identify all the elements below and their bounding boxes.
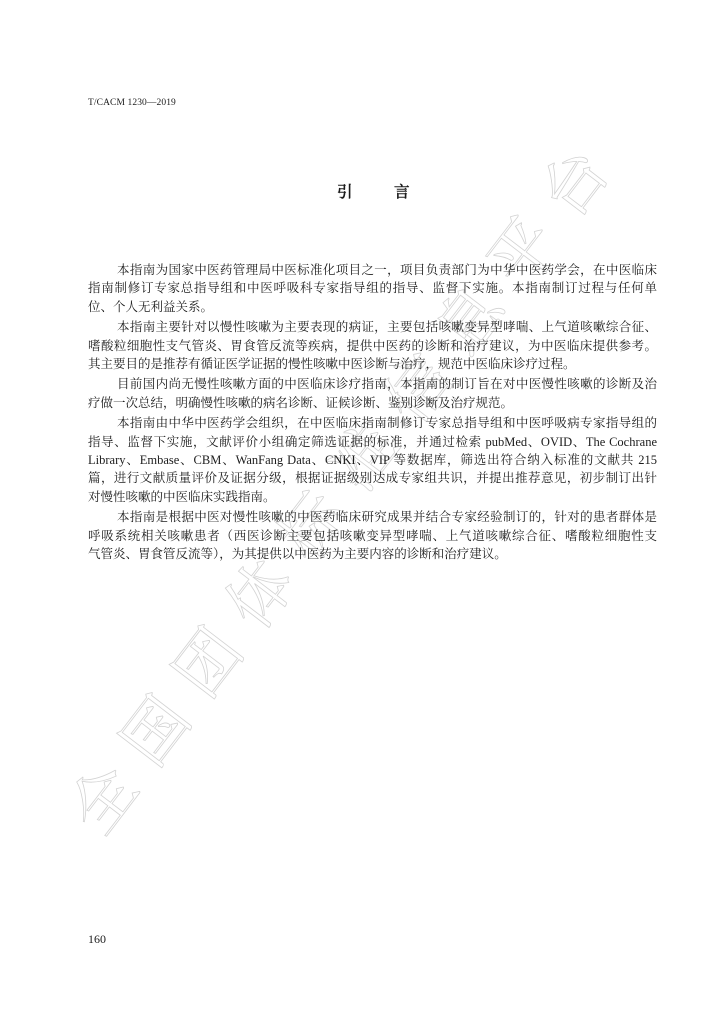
text-line: 本指南是根据中医对慢性咳嗽的中医药临床研究成果并结合专家经验制订的，针对的患者群体是 (117, 510, 657, 525)
text-line: 呼吸系统相关咳嗽患者（西医诊断主要包括咳嗽变异型哮喘、上气道咳嗽综合征、嗜酸粒细胞性支 (88, 528, 657, 543)
paragraph-3 (88, 375, 657, 412)
text-line: 指南制修订专家总指导组和中医呼吸科专家指导组的指导、监督下实施。本指南制订过程与任何单 (88, 281, 657, 296)
document-number: T/CACM 1230—2019 (88, 98, 176, 108)
text-line: 篇，进行文献质量评价及证据分级，根据证据级别达成专家组共识，并提出推荐意见，初步制订出针 (88, 471, 657, 486)
page-number: 160 (88, 932, 106, 946)
paragraph-2 (88, 318, 657, 373)
body-text (88, 261, 657, 566)
paragraph-1 (88, 261, 657, 316)
paragraph-4 (88, 414, 657, 506)
watermark-text: 全国团体标准信息平台 (55, 135, 625, 849)
text-line: 目前国内尚无慢性咳嗽方面的中医临床诊疗指南，本指南的制订旨在对中医慢性咳嗽的诊断及治 (117, 377, 657, 392)
text-line: 其主要目的是推荐有循证医学证据的慢性咳嗽中医诊断与治疗，规范中医临床诊疗过程。 (88, 357, 576, 372)
text-line: 本指南为国家中医药管理局中医标准化项目之一，项目负责部门为中华中医药学会，在中医临床 (117, 263, 657, 277)
text-line: 本指南主要针对以慢性咳嗽为主要表现的病证，主要包括咳嗽变异型哮喘、上气道咳嗽综合征、 (117, 320, 657, 335)
text-line: 指导、监督下实施，文献评价小组确定筛选证据的标准，并通过检索 pubMed、OVID、The Cochrane (88, 434, 657, 449)
text-line: 对慢性咳嗽的中医临床实践指南。 (88, 489, 276, 504)
section-title: 引 言 (337, 184, 423, 201)
text-line: 疗做一次总结，明确慢性咳嗽的病名诊断、证候诊断、鉴别诊断及治疗规范。 (88, 395, 514, 410)
text-line: 嗜酸粒细胞性支气管炎、胃食管反流等疾病，提供中医药的诊断和治疗建议，为中医临床提供参考。 (88, 338, 657, 353)
text-line: Library、Embase、CBM、WanFang Data、CNKI、VIP 等数据库，筛选出符合纳入标准的文献共 215 (88, 453, 657, 468)
text-line: 本指南由中华中医药学会组织，在中医临床指南制修订专家总指导组和中医呼吸病专家指导组的 (117, 416, 657, 431)
text-line: 气管炎、胃食管反流等），为其提供以中医药为主要内容的诊断和治疗建议。 (88, 547, 507, 562)
text-line: 位、个人无利益关系。 (88, 299, 214, 314)
paragraph-5 (88, 508, 657, 563)
